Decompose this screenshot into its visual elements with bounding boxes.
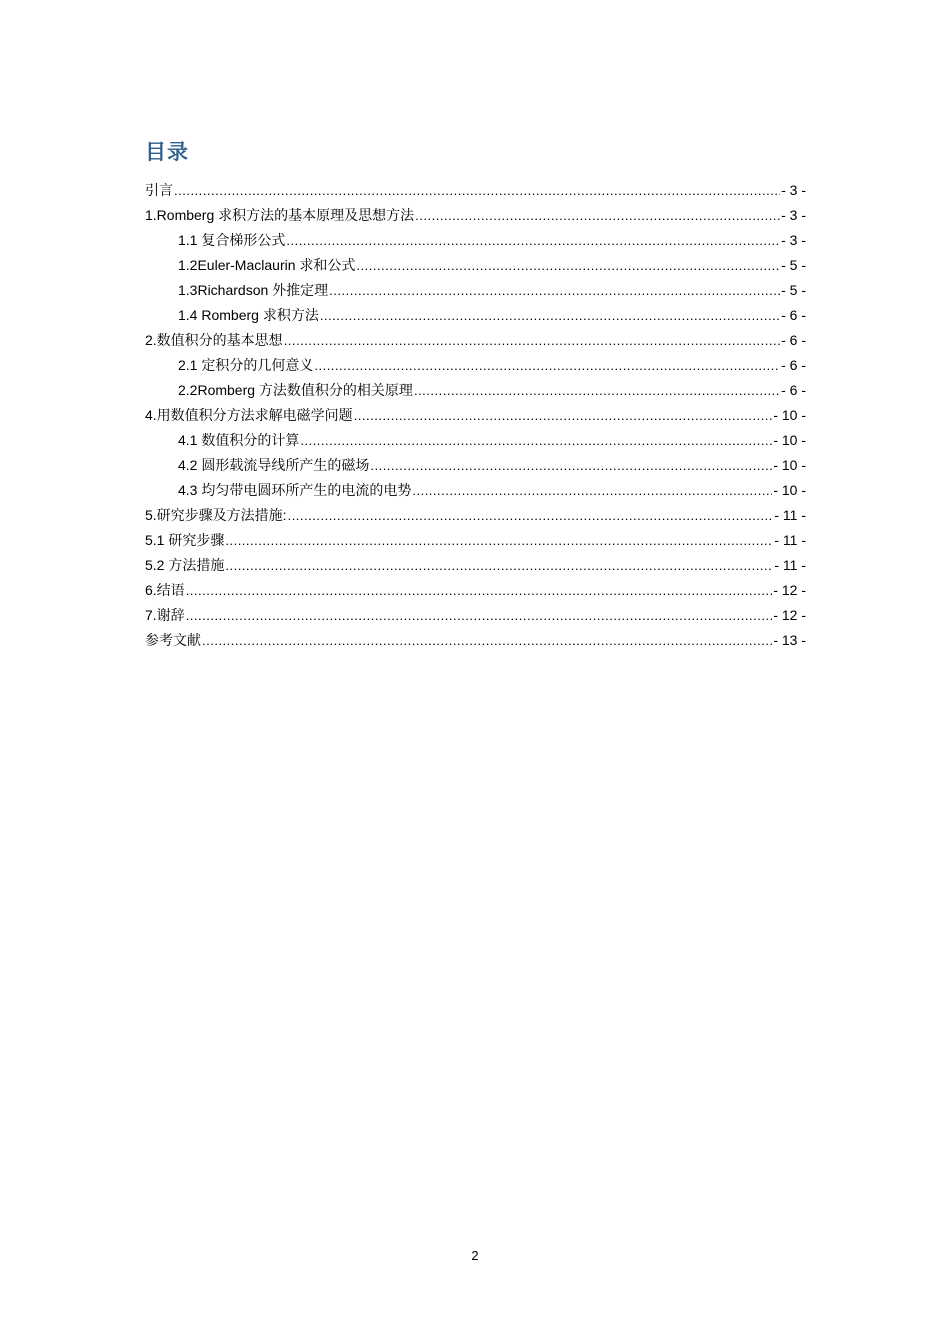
toc-entry-label: 4.3 均匀带电圆环所产生的电流的电势 — [178, 482, 412, 498]
toc-entry[interactable] — [145, 528, 806, 553]
table-of-contents — [145, 178, 806, 653]
toc-leader-dots — [415, 203, 780, 228]
toc-entry-label: 1.3Richardson 外推定理 — [178, 282, 329, 298]
toc-leader-dots — [300, 428, 772, 453]
toc-entry-page: - 12 - — [773, 607, 806, 623]
toc-entry[interactable] — [145, 328, 806, 353]
page-number: 2 — [471, 1248, 479, 1263]
toc-entry-label: 5.研究步骤及方法措施: — [145, 507, 287, 523]
toc-entry[interactable] — [145, 628, 806, 653]
toc-entry-page: - 10 - — [773, 432, 806, 448]
toc-entry-label: 6.结语 — [145, 582, 185, 598]
toc-entry[interactable] — [145, 278, 806, 303]
toc-leader-dots — [414, 378, 780, 403]
toc-entry[interactable] — [145, 378, 806, 403]
toc-entry-page: - 6 - — [781, 332, 806, 348]
toc-leader-dots — [320, 303, 780, 328]
toc-leader-dots — [225, 553, 773, 578]
toc-entry[interactable] — [145, 353, 806, 378]
toc-entry[interactable] — [145, 503, 806, 528]
toc-entry-page: - 10 - — [773, 482, 806, 498]
toc-entry-page: - 5 - — [781, 282, 806, 298]
toc-entry-label: 5.1 研究步骤 — [145, 532, 225, 548]
toc-entry-page: - 6 - — [781, 382, 806, 398]
toc-entry[interactable] — [145, 453, 806, 478]
toc-entry-label: 2.数值积分的基本思想 — [145, 332, 283, 348]
toc-entry[interactable] — [145, 203, 806, 228]
toc-entry-label: 5.2 方法措施 — [145, 557, 225, 573]
toc-entry-page: - 3 - — [781, 232, 806, 248]
toc-entry-label: 4.2 圆形载流导线所产生的磁场 — [178, 457, 370, 473]
toc-entry-page: - 11 - — [774, 532, 806, 548]
toc-entry-page: - 13 - — [773, 632, 806, 648]
toc-leader-dots — [186, 603, 773, 628]
toc-entry-label: 2.2Romberg 方法数值积分的相关原理 — [178, 382, 413, 398]
toc-entry[interactable] — [145, 228, 806, 253]
toc-leader-dots — [288, 503, 774, 528]
toc-entry[interactable] — [145, 428, 806, 453]
toc-leader-dots — [186, 578, 773, 603]
toc-entry[interactable] — [145, 603, 806, 628]
toc-leader-dots — [286, 228, 780, 253]
toc-leader-dots — [329, 278, 780, 303]
toc-entry-page: - 12 - — [773, 582, 806, 598]
toc-entry[interactable] — [145, 253, 806, 278]
toc-leader-dots — [370, 453, 772, 478]
toc-entry-page: - 10 - — [773, 407, 806, 423]
toc-entry-label: 2.1 定积分的几何意义 — [178, 357, 314, 373]
toc-entry-label: 1.1 复合梯形公式 — [178, 232, 286, 248]
toc-entry-page: - 6 - — [781, 357, 806, 373]
toc-entry-label: 4.用数值积分方法求解电磁学问题 — [145, 407, 353, 423]
toc-leader-dots — [412, 478, 772, 503]
toc-entry-label: 参考文献 — [145, 632, 201, 648]
toc-title: 目录 — [145, 140, 189, 164]
toc-leader-dots — [225, 528, 773, 553]
toc-leader-dots — [314, 353, 780, 378]
toc-entry[interactable] — [145, 478, 806, 503]
toc-leader-dots — [174, 178, 780, 203]
toc-entry-page: - 3 - — [781, 182, 806, 198]
toc-entry-label: 7.谢辞 — [145, 607, 185, 623]
toc-entry-label: 1.2Euler-Maclaurin 求和公式 — [178, 257, 356, 273]
toc-entry-label: 1.4 Romberg 求积方法 — [178, 307, 319, 323]
toc-entry-label: 4.1 数值积分的计算 — [178, 432, 300, 448]
toc-entry[interactable] — [145, 553, 806, 578]
toc-leader-dots — [356, 253, 780, 278]
toc-entry-page: - 10 - — [773, 457, 806, 473]
toc-entry[interactable] — [145, 578, 806, 603]
toc-entry[interactable] — [145, 178, 806, 203]
toc-leader-dots — [202, 628, 772, 653]
toc-entry-page: - 3 - — [781, 207, 806, 223]
toc-entry-label: 1.Romberg 求积方法的基本原理及思想方法 — [145, 207, 415, 223]
toc-entry-page: - 11 - — [774, 507, 806, 523]
toc-leader-dots — [354, 403, 773, 428]
toc-entry-page: - 6 - — [781, 307, 806, 323]
toc-entry-page: - 11 - — [774, 557, 806, 573]
toc-entry[interactable] — [145, 403, 806, 428]
toc-entry-page: - 5 - — [781, 257, 806, 273]
toc-entry[interactable] — [145, 303, 806, 328]
toc-leader-dots — [284, 328, 780, 353]
toc-entry-label: 引言 — [145, 182, 173, 198]
